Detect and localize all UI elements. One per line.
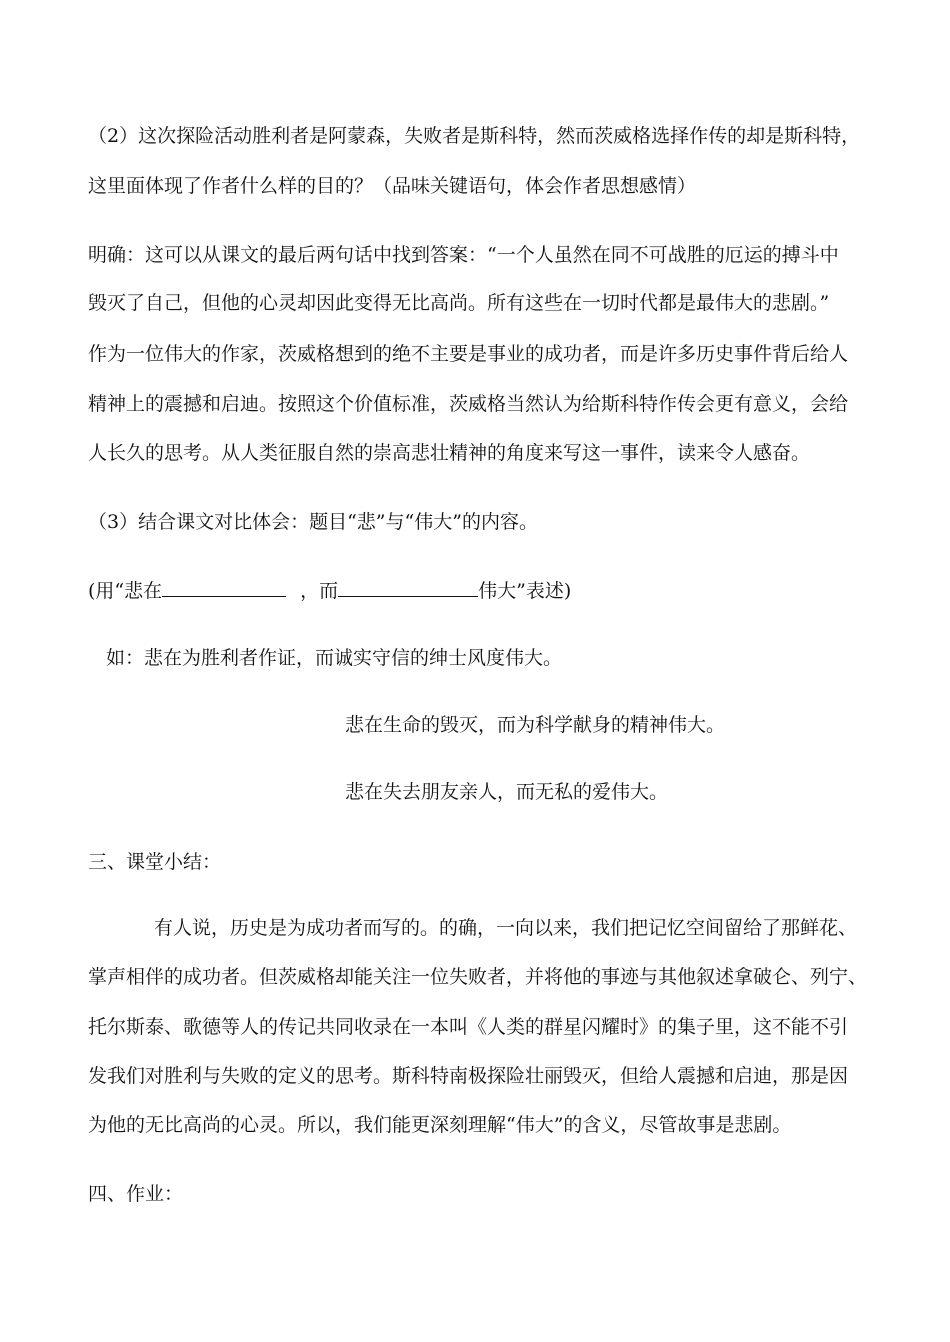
q2-answer-line-5: 人长久的思考。从人类征服自然的崇高悲壮精神的角度来写这一事件，读来令人感奋。 — [88, 442, 811, 464]
q2-question-line-1: （2）这次探险活动胜利者是阿蒙森，失败者是斯科特，然而茨威格选择作传的却是斯科特， — [88, 125, 861, 147]
summary-heading: 三、课堂小结： — [88, 851, 222, 873]
q3-format-prefix: (用“悲在 — [88, 580, 163, 602]
q3-question: （3）结合课文对比体会：题目“悲”与“伟大”的内容。 — [88, 511, 538, 533]
q3-example-1: 如：悲在为胜利者作证，而诚实守信的绅士风度伟大。 — [106, 647, 563, 669]
q3-format-line — [88, 578, 571, 603]
summary-line-2: 掌声相伴的成功者。但茨威格却能关注一位失败者，并将他的事迹与其他叙述拿破仑、列宁、 — [88, 966, 868, 988]
summary-line-4: 发我们对胜利与失败的定义的思考。斯科特南极探险壮丽毁灭，但给人震撼和启迪，那是因 — [88, 1065, 849, 1087]
q2-answer-line-4: 精神上的震撼和启迪。按照这个价值标准，茨威格当然认为给斯科特作传会更有意义，会给 — [88, 393, 849, 415]
homework-heading: 四、作业： — [88, 1183, 184, 1205]
q2-question-line-2: 这里面体现了作者什么样的目的？（品味关键语句，体会作者思想感情） — [88, 175, 697, 197]
q2-answer-line-3: 作为一位伟大的作家，茨威格想到的绝不主要是事业的成功者，而是许多历史事件背后给人 — [88, 343, 849, 365]
fill-blank-2[interactable] — [338, 578, 478, 597]
fill-blank-1[interactable] — [162, 578, 286, 597]
summary-line-5: 为他的无比高尚的心灵。所以，我们能更深刻理解“伟大”的含义，尽管故事是悲剧。 — [88, 1114, 792, 1136]
q2-answer-line-1: 明确：这可以从课文的最后两句话中找到答案：“一个人虽然在同不可战胜的厄运的搏斗中 — [88, 244, 839, 266]
q2-answer-line-2: 毁灭了自己，但他的心灵却因此变得无比高尚。所有这些在一切时代都是最伟大的悲剧。” — [88, 292, 830, 314]
summary-line-1: 有人说，历史是为成功者而写的。的确，一向以来，我们把记忆空间留给了那鲜花、 — [154, 917, 858, 939]
q3-format-middle: ，而 — [300, 580, 339, 602]
q3-format-suffix: 伟大”表述) — [478, 580, 572, 602]
q3-example-2: 悲在生命的毁灭，而为科学献身的精神伟大。 — [345, 714, 726, 736]
summary-line-3: 托尔斯泰、歌德等人的传记共同收录在一本叫《人类的群星闪耀时》的集子里，这不能不引 — [88, 1016, 849, 1038]
q3-example-3: 悲在失去朋友亲人，而无私的爱伟大。 — [345, 781, 669, 803]
